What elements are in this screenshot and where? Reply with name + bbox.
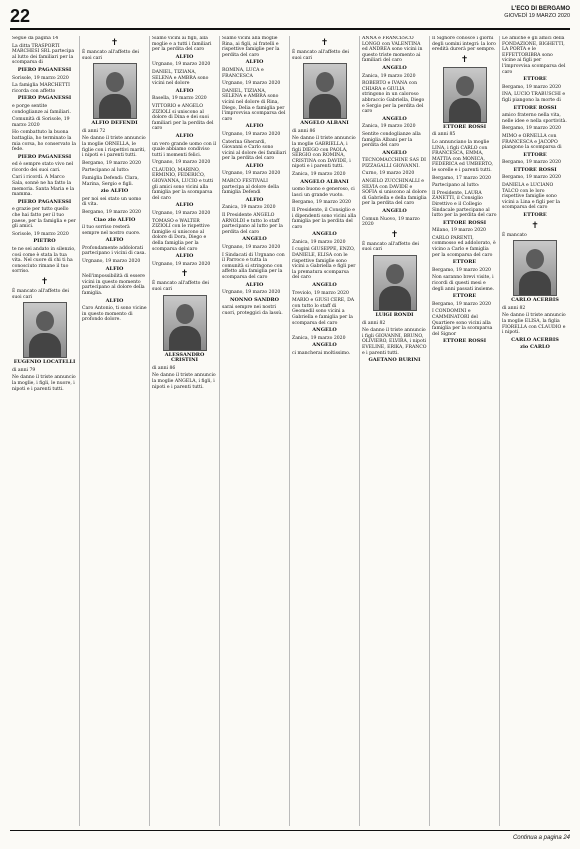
notice-text: amico fraterno nella vita, nelle idee e nella sportività. [502, 113, 567, 124]
column-3 [150, 36, 220, 826]
page-number: 22 [10, 6, 31, 26]
deceased-name: ALFIO [245, 59, 264, 66]
notice-text: il tuo sorriso resterà sempre nel nostro cuore. [82, 225, 141, 236]
notice-text: Sentite condoglianze alla famiglia Albani per la perdita del caro [362, 131, 421, 149]
place-date: di anni 86 [292, 128, 316, 134]
notice-text: un vero grande uomo con il quale abbiamo condiviso tutti i momenti felici. [152, 141, 217, 158]
page-footer [10, 830, 570, 845]
place-date: Urgnano, 19 marzo 2020 [152, 261, 211, 267]
place-date: Zanica, 19 marzo 2020 [362, 73, 416, 79]
deceased-name: EUGENIO LOCATELLI [13, 359, 76, 366]
column-1 [10, 36, 80, 826]
notice-text: È mancato all'affetto dei suoi cari [362, 241, 419, 253]
place-date: Sorisole, 19 marzo 2020 [12, 231, 69, 237]
place-date: Urgnano, 19 marzo 2020 [222, 131, 281, 137]
deceased-name: LUIGI RONDI [375, 312, 414, 318]
notice-text: uomo buono e generoso, ci lasci un grande vuoto. [292, 187, 355, 198]
notice-text: e grazie per tutto quello che hai fatto per il tuo paese, per la famiglia e per gli amici. [12, 207, 76, 230]
place-date: Bergamo, 19 marzo 2020 [432, 267, 491, 273]
place-date: Zanica, 19 marzo 2020 [292, 171, 346, 177]
place-date: Urgnano, 19 marzo 2020 [222, 245, 281, 250]
notice-text: Il Signore conosce i giorni degli uomini integri: la loro eredità durerà per sempre. [432, 36, 496, 53]
deceased-name: ETTORE ROSSI [513, 104, 557, 111]
place-date: Urgnano, 19 marzo 2020 [152, 160, 211, 166]
notice-text: ROBERTO e IVANA con CHIARA e GIULIA stringono in un caloroso abbraccio Gabriella, Diego e Sergio per la perdita del caro [362, 81, 425, 115]
notice-text: Il Presidente, LAURA ZANETTI, il Consiglio Direttivo e il Collegio Sindacale partecipano al lutto per la perdita del caro [432, 190, 497, 219]
notice-text: Ne danno il triste annuncio la moglie GABRIELLA, i figli DIEGO con PAOLA, SERGIO con ROMINA, CRISTINA con DAVIDE, i nipoti e i parenti tutti. [292, 136, 356, 170]
place-date: Treviolo, 19 marzo 2020 [292, 290, 349, 296]
place-date: Zanica, 19 marzo 2020 [222, 205, 276, 211]
deceased-name: ALFIO [175, 202, 194, 209]
deceased-name: CARLO ACERBIS [511, 297, 559, 304]
cross-icon: ✝ [390, 229, 399, 240]
deceased-name: ALFIO DEFENDI [91, 120, 138, 127]
deceased-name: ETTORE [452, 259, 477, 266]
portrait-photo [23, 302, 67, 358]
portrait-photo [163, 295, 207, 351]
deceased-name: ANGELO ALBANI [300, 120, 349, 127]
notice-text: ANGELO ZUCCHINALLI e SILVIA con DAVIDE e SOFIA si uniscono al dolore di Gabriella e della famiglia per la perdita del caro [362, 179, 427, 207]
deceased-name: Ciao zio ALFIO [93, 216, 136, 223]
notice-text: Non saranno brevi visite, i ricordi di questi mesi e degli anni passati insieme. [432, 275, 494, 292]
column-8 [500, 36, 570, 826]
notice-text: te ne sei andato in silenzio, così come è stata la tua vita. Nel cuore di chi ti ha conosciuto rimane il tuo sorriso. [12, 247, 76, 275]
portrait-photo [443, 67, 487, 123]
notice-text: Lo annunciano la moglie LINA, i figli CARLO con FRANCESCA, EMMA, MATTIA con MONICA, FEDERICA ed UMBERTO, le sorelle e i parenti tutti. [432, 139, 493, 173]
deceased-name: ALFIO [175, 253, 194, 260]
deceased-name: GAETANO BURINI [368, 357, 421, 364]
place-date: Urgnano, 19 marzo 2020 [222, 171, 281, 177]
notice-text: DANIEL, TIZIANA, SELENA e AMBRA sono vicini nel dolore di Rina, Diego, Delia e famiglia per l'improvvisa scomparsa del caro [222, 88, 286, 122]
deceased-name: zio CARLO [520, 344, 550, 351]
notice-text: È mancato all'affetto dei suoi cari [292, 50, 349, 61]
deceased-name: PIERO PAGANESSI [17, 153, 72, 160]
deceased-name: ANGELO [312, 342, 337, 349]
notice-text: MARIO e GIUSI CERE, DA con tutto lo staff di Geomedil sono vicini a Gabriella e famiglia per la scomparsa del caro [292, 298, 355, 326]
notice-text: sarai sempre nei nostri cuori, proteggici da lassù. [222, 305, 283, 316]
deceased-name: ALFIO [105, 237, 124, 244]
column-4 [220, 36, 290, 826]
notice-text: Ne danno il triste annuncio la moglie ANGELA, i figli, i nipoti e i parenti tutti. [152, 373, 216, 390]
notice-text: INA, LUCIO TRABUSCHI e figli piangono la morte di [502, 92, 566, 103]
notice-text: Ne danno il triste annuncio la moglie, i figli, le nuore, i nipoti e i parenti tutti. [12, 375, 76, 392]
deceased-name: ALFIO [175, 87, 194, 94]
column-5 [290, 36, 360, 826]
cross-icon: ✝ [40, 276, 49, 287]
notice-text: Caro Antonio, ti sono vicine in questo momento di profondo dolore. [82, 306, 147, 323]
notice-text: Profondamente addolorati partecipano i vicini di casa. [82, 245, 147, 257]
paper-name: L'ECO DI BERGAMO [511, 6, 570, 12]
deceased-name: ALFIO [245, 162, 264, 169]
notice-text: ed è sempre stato vivo nel ricordo dei suoi cari. [12, 162, 74, 173]
notice-text: ANNA e FRANCESCO LONGO con VALENTINA ed ANDREA sono vicini in questo triste momento ai familiari del caro [362, 36, 423, 64]
notice-text: Il Presidente ANGELO ARNOLDI e tutto lo staff partecipano al lutto per la perdita del caro [222, 213, 283, 235]
deceased-name: ETTORE [523, 151, 547, 158]
deceased-name: ETTORE [452, 293, 477, 300]
notice-text: ci mancherai moltissimo. [292, 350, 351, 356]
notice-text: MARCO FESTIVALI partecipa al dolore della famiglia Defendi [222, 179, 279, 196]
place-date: Curno, 19 marzo 2020 [362, 171, 415, 177]
issue-date: GIOVEDÌ 19 MARZO 2020 [504, 13, 570, 19]
place-date: Bergamo, 19 marzo 2020 [82, 209, 141, 215]
place-date: Zanica, 19 marzo 2020 [362, 124, 416, 130]
cross-icon: ✝ [531, 220, 539, 231]
cross-icon: ✝ [110, 38, 119, 48]
place-date: Bergamo, 19 marzo 2020 [502, 160, 561, 166]
place-date: di anni 82 [502, 305, 526, 311]
notice-text: Famiglia Defendi: Clara, Marina, Sergio e figli. [82, 175, 139, 187]
notice-text: Ne danno il triste annuncio i figli GIOVANNI, BRUNO, OLIVIERO, ELVIRA, i nipoti EVELINE, ERIKA, FRANCO e i parenti tutti. [362, 328, 427, 356]
notice-text: Ne danno il triste annuncio la moglie ORNELLA, le figlie con i rispettivi mariti, i nipoti e i parenti tutti. [82, 136, 146, 159]
notice-text: La famiglia MARCHETTI ricorda con affetto [12, 83, 70, 94]
deceased-name: ANGELO [312, 282, 337, 289]
notice-text: Il Presidente, il Consiglio e i dipendenti sono vicini alla famiglia per la perdita del caro [292, 207, 357, 230]
place-date: Bergamo, 19 marzo 2020 [82, 160, 141, 166]
deceased-name: ALFIO [245, 281, 264, 288]
notice-text: È mancato [502, 232, 527, 238]
place-date: Urgnano, 19 marzo 2020 [82, 259, 141, 265]
place-date: di anni 79 [12, 367, 36, 373]
notice-text: Ho combattuto la buona battaglia, ho terminato la mia corsa, ho conservato la fede. [12, 130, 76, 153]
deceased-name: ETTORE ROSSI [442, 338, 487, 345]
notice-text: Ne danno il triste annuncio la moglie ELISA, la figlia FIORELLA con CLAUDIO e i nipoti. [502, 313, 566, 336]
place-date: Bergamo, 19 marzo 2020 [292, 200, 351, 206]
place-date: Comunità di Sorisole, 19 marzo 2020 [12, 117, 70, 128]
place-date: Milano, 19 marzo 2020 [432, 228, 486, 234]
notice-text: I Sindacati di Urgnano con il Parroco e tutta la comunità si stringono con affetto alla famiglia per la scomparsa del caro [222, 252, 285, 280]
deceased-name: ALFIO [245, 123, 264, 130]
obituary-columns [10, 36, 570, 826]
notice-text: per noi sei stato un uomo di vita. [82, 196, 142, 208]
notice-text: Cari i ricordi. A Marco Sala, sonnè ne ha fatto la memoria. Santa Maria e la mamma. [12, 175, 75, 198]
deceased-name: PIERO PAGANESSI [17, 66, 72, 73]
deceased-name: zio ALFIO [100, 188, 129, 195]
column-7 [430, 36, 500, 826]
notice-text: CLAUDIO, MARINO, ERMINIO, FEDERICO, GIOVANNA, LUCIO e tutti gli amici sono vicini alla famiglia per la scomparsa del caro [152, 167, 214, 201]
place-date: di anni 86 [152, 365, 176, 371]
notice-text: Siamo vicini alla moglie Rina, ai figli, ai fratelli e rispettive famiglie per la perdita del caro [222, 36, 280, 58]
notice-text: Siamo vicini ai figli, alla moglie e a tutti i familiari per la perdita del caro [152, 36, 212, 53]
notice-text: Caterina Gherardi, Giovanni e Carlo sono vicini al dolore dei familiari per la perdita del caro [222, 139, 287, 162]
deceased-name: ANGELO [312, 327, 337, 334]
deceased-name: ANGELO [382, 208, 407, 215]
portrait-photo [303, 63, 347, 119]
notice-text: DANIELA e LUCIANO TALCO con le loro rispettive famiglie sono vicini a Lina e figli per la scomparsa del caro [502, 183, 560, 211]
notice-text: Partecipano al lutto: [432, 183, 480, 189]
deceased-name: ANGELO [382, 149, 407, 156]
deceased-name: ANGELO [242, 236, 267, 243]
deceased-name: ALFIO [105, 297, 124, 304]
notice-text: DANIEL, TIZIANA, SELENA e AMBRA sono vicini nel dolore [152, 69, 209, 87]
place-date: di anni 82 [362, 320, 386, 326]
cross-icon: ✝ [320, 38, 329, 48]
deceased-name: ETTORE ROSSI [513, 166, 557, 173]
column-6 [360, 36, 430, 826]
notice-text: e porge sentite condoglianze ai familiari. [12, 103, 71, 115]
deceased-name: ALFIO [175, 132, 194, 139]
column-2 [80, 36, 150, 826]
deceased-name: ETTORE [523, 76, 547, 83]
continued-note: Continua a pagina 24 [512, 835, 570, 841]
notice-text: È mancato all'affetto dei suoi cari [82, 50, 139, 61]
notice-text: TECNOMACCHINE SAS DI PIZZAGALLI GIOVANNI. [362, 158, 426, 169]
place-date: Urgnano, 19 marzo 2020 [152, 211, 211, 217]
portrait-photo [373, 255, 417, 311]
notice-text: ROMINA, LUCA e FRANCESCA [222, 67, 264, 79]
notice-text: I CONDOMINI e CAMMINATORI del Quartiere sono vicini alla famiglia per la scomparsa del Signor [432, 309, 493, 337]
place-date: Comun Nuovo, 19 marzo 2020 [362, 216, 420, 228]
notice-text: Nell'impossibilità di essere vicini in questo momento partecipano al dolore della famiglia. [82, 274, 145, 297]
deceased-name: ANGELO [312, 231, 337, 238]
place-date: Urgnano, 19 marzo 2020 [222, 290, 281, 296]
notice-text: Partecipano al lutto: [82, 168, 130, 174]
page-header [10, 6, 570, 30]
deceased-name: PIERO PAGANESSI [17, 198, 72, 205]
notice-text: TOMASO e WALTER ZIZIOLI con le rispettive famiglie si uniscono al dolore di Dora, Diego e della famiglia per la scomparsa del caro [152, 218, 210, 252]
cross-icon: ✝ [180, 269, 189, 280]
deceased-name: PIETRO [33, 238, 56, 245]
place-date: di anni 72 [82, 128, 106, 134]
cross-icon: ✝ [460, 54, 469, 65]
deceased-name: PIERO PAGANESSI [17, 95, 72, 102]
place-date: di anni 85 [432, 132, 456, 138]
deceased-name: ALESSANDRO CRISTINI [164, 351, 205, 364]
place-date: Urgnano, 19 marzo 2020 [222, 81, 281, 87]
place-date: Bergamo, 19 marzo 2020 [502, 84, 561, 90]
deceased-name: CARLO ACERBIS [511, 336, 559, 343]
continuation-note: Segue da pagina 14 [12, 36, 59, 41]
deceased-name: ALFIO [105, 265, 124, 272]
deceased-name: ETTORE [523, 212, 547, 219]
notice-text: È mancato all'affetto dei suoi cari [12, 288, 69, 300]
place-date: Bergamo, 17 marzo 2020 [432, 175, 491, 181]
notice-text: VITTORIO e ANGELO ZIZIOLI si uniscono al dolore di Dina e dei suoi familiari per la perdita del caro [152, 103, 214, 132]
notice-text: È mancato all'affetto dei suoi cari [152, 281, 209, 292]
deceased-name: ANGELO ALBANI [300, 178, 349, 185]
place-date: Basella, 19 marzo 2020 [152, 96, 207, 102]
deceased-name: ETTORE ROSSI [442, 219, 487, 226]
deceased-name: ALFIO [175, 53, 194, 60]
place-date: Bergamo, 19 marzo 2020 [432, 301, 491, 307]
deceased-name: ETTORE ROSSI [442, 123, 487, 130]
deceased-name: NONNO SANDRO [229, 296, 280, 303]
place-date: Zanica, 19 marzo 2020 [292, 335, 346, 341]
notice-text: I cugini GIUSEPPE, ENZO, DANIELE, ELISA con le rispettive famiglie sono vicini a Gabriella e figli per la prematura scomparsa del caro [292, 247, 356, 281]
deceased-name: ANGELO [382, 64, 407, 71]
place-date: Urgnano, 19 marzo 2020 [152, 62, 211, 68]
deceased-name: ANGELO [382, 115, 407, 122]
place-date: Zanica, 19 marzo 2020 [292, 239, 346, 245]
masthead [504, 6, 570, 20]
notice-text: Le amiche e gli amici della FONDAZIONE, BIGHETTI, LA PORTA e le EFFETTORIBRA sono vicine ai figli per l'improvvisa scomparsa del caro [502, 36, 566, 75]
place-date: Bergamo, 19 marzo 2020 [502, 126, 561, 132]
portrait-photo [513, 240, 557, 296]
deceased-name: ALFIO [245, 196, 264, 203]
notice-text: La ditta TRASPORTI MARCHESI SRL partecipa al lutto dei familiari per la scomparsa di [12, 43, 75, 66]
place-date: Sorisole, 19 marzo 2020 [12, 75, 69, 81]
portrait-photo [93, 63, 137, 119]
place-date: Bergamo, 19 marzo 2020 [502, 175, 561, 181]
notice-text: MIMO e ORNELLA con FRANCESCA e JACOPO piangono la scomparsa di [502, 133, 562, 151]
notice-text: CARLO PARENTI, commosso ed addolorato, è vicino a Carlo e famiglia per la scomparsa del caro [432, 235, 496, 258]
